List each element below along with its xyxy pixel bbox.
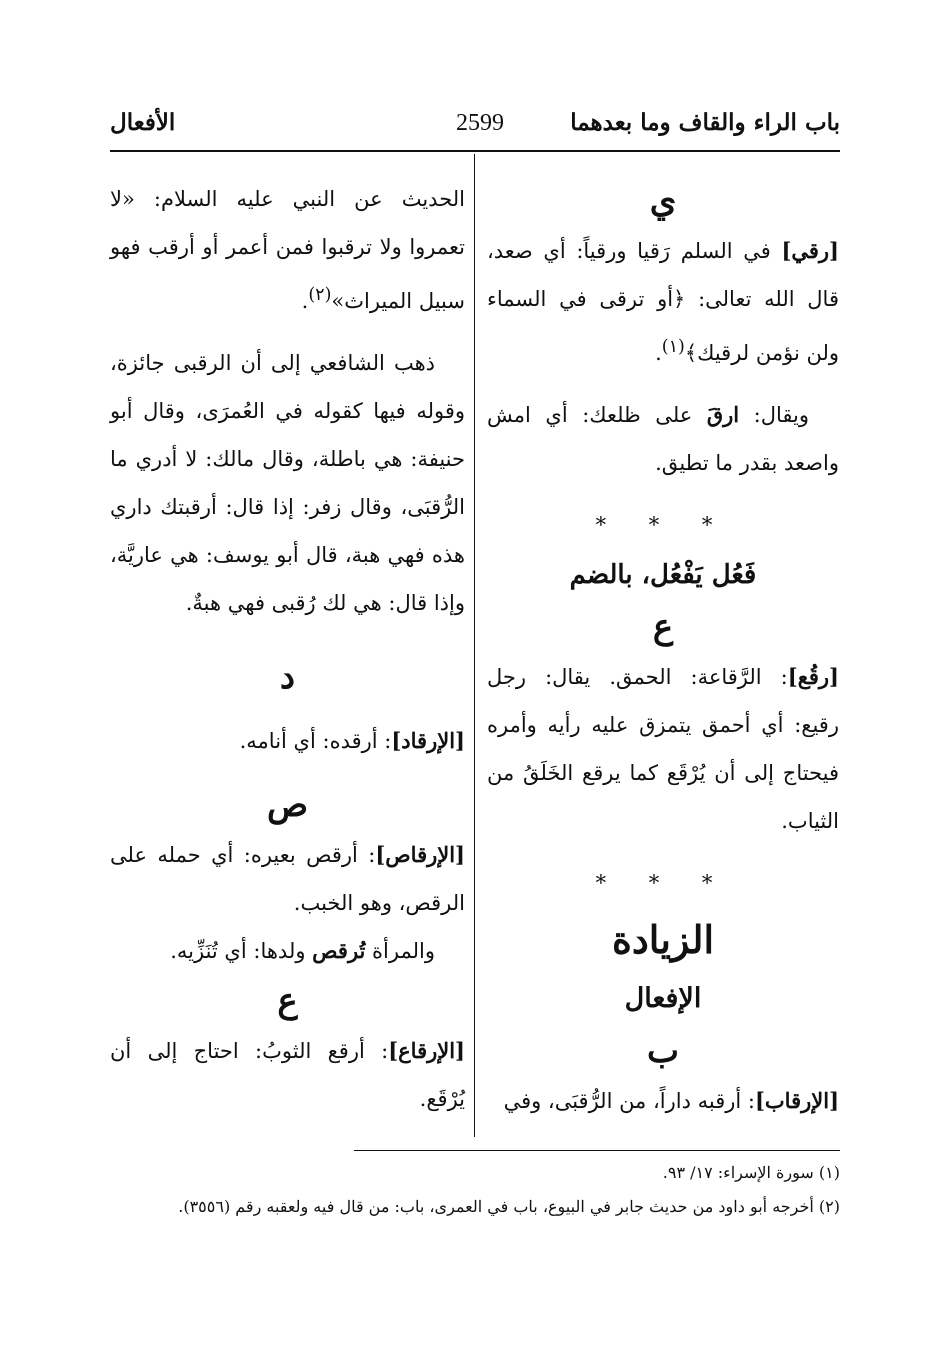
entry-raqua: [487, 653, 839, 845]
header-rule: [110, 150, 840, 152]
section-title: فَعُل يَفْعُل، بالضم: [569, 560, 757, 590]
entry-raqa: [487, 227, 839, 377]
entry-keyword: تُرقص: [312, 938, 366, 963]
letter-heading-ba: ب: [646, 1031, 679, 1071]
entry-end: .: [655, 341, 662, 365]
entry-text: ولدها: أي تُنَزِّيه.: [170, 939, 313, 963]
left-column: [110, 175, 465, 1123]
right-column: [487, 175, 839, 1125]
shafii-paragraph: ذهب الشافعي إلى أن الرقبى جائزة، وقوله فيها كقوله في العُمرَى، وقال أبو حنيفة: هي باطلة، وقال مالك: لا أدري ما الرُّقبَى، وقال زفر: إذا قال: أرقبتك داري هذه فهي هبة، قال أبو يوسف: هي عاريَّة، وإذا قال: هي لك رُقبى فهي هبةٌ.: [110, 351, 465, 615]
page-number: 2599: [456, 110, 504, 136]
footnote-2: (٢) أخرجه أبو داود من حديث جابر في البيوع، باب في العمرى، باب: من قال فيه ولعقبه رقم (٣٥٥٦).: [178, 1197, 840, 1216]
section-running-title: الأفعال: [110, 109, 176, 136]
entry-irqab: [487, 1077, 839, 1125]
footnote-1: (١) سورة الإسراء: ١٧/ ٩٣.: [662, 1163, 840, 1182]
entry-keyword: [الإرقاب]: [754, 1088, 839, 1113]
entry-irqas: [110, 831, 465, 927]
letter-heading-sad: ص: [266, 785, 309, 825]
entry-keyword: [الإرقاص]: [375, 842, 465, 867]
entry-keyword: ارقَ: [706, 402, 740, 427]
column-divider: [474, 154, 475, 1137]
entry-yuqal: [487, 391, 839, 487]
hadith-paragraph: [110, 175, 465, 325]
entry-text: على ظلعك: أي امش واصعد بقدر ما تطيق.: [487, 403, 839, 475]
entry-text: : أرقده: أي أنامه.: [239, 729, 392, 753]
entry-text: الحديث عن النبي عليه السلام: «لا تعمروا ولا ترقبوا فمن أعمر أو أرقب فهو سبيل الميراث»: [110, 187, 465, 313]
letter-heading-ayn: ع: [277, 981, 298, 1021]
letter-heading-ayn: ع: [652, 607, 674, 647]
entry-keyword: [رقي]: [781, 238, 839, 263]
entry-text: في السلم رَقيا ورقياً: أي صعد، قال الله تعالى: ﴿أو ترقى في السماء ولن نؤمن لرقيك﴾: [487, 239, 839, 365]
entry-irqad: [110, 717, 465, 765]
section-separator: * * *: [595, 513, 731, 537]
footnote-ref-2: (٢): [308, 285, 332, 305]
section-separator: * * *: [595, 871, 731, 895]
entry-keyword: [رقُع]: [787, 664, 839, 689]
entry-text: : أرقع الثوبُ: احتاج إلى أن يُرْقَع.: [110, 1039, 465, 1111]
letter-heading-ya: ي: [649, 181, 677, 221]
entry-marah: [110, 927, 465, 975]
entry-keyword: [الإرقاع]: [388, 1038, 465, 1063]
entry-keyword: [الإرقاد]: [391, 728, 465, 753]
entry-text: ويقال:: [739, 403, 810, 427]
ziyada-heading: الزيادة: [611, 917, 715, 962]
chapter-title: باب الراء والقاف وما بعدهما: [570, 109, 840, 136]
footnote-ref-1: (١): [661, 337, 685, 357]
afal-heading: الإفعال: [624, 983, 702, 1014]
entry-irqa: [110, 1027, 465, 1123]
entry-text: : أرقبه داراً، من الرُّقبَى، وفي: [503, 1089, 755, 1113]
footnote-rule: [354, 1150, 840, 1151]
entry-text: : الرَّقاعة: الحمق. يقال: رجل رقيع: أي أحمق يتمزق عليه رأيه وأمره فيحتاج إلى أن يُرْقَع كما يرقع الخَلَقُ من الثياب.: [487, 665, 839, 833]
letter-heading-dal: د: [279, 657, 296, 697]
entry-text: : أرقص بعيره: أي حمله على الرقص، وهو الخبب.: [110, 843, 465, 915]
entry-text: والمرأة: [365, 939, 435, 963]
entry-end: .: [301, 289, 309, 313]
